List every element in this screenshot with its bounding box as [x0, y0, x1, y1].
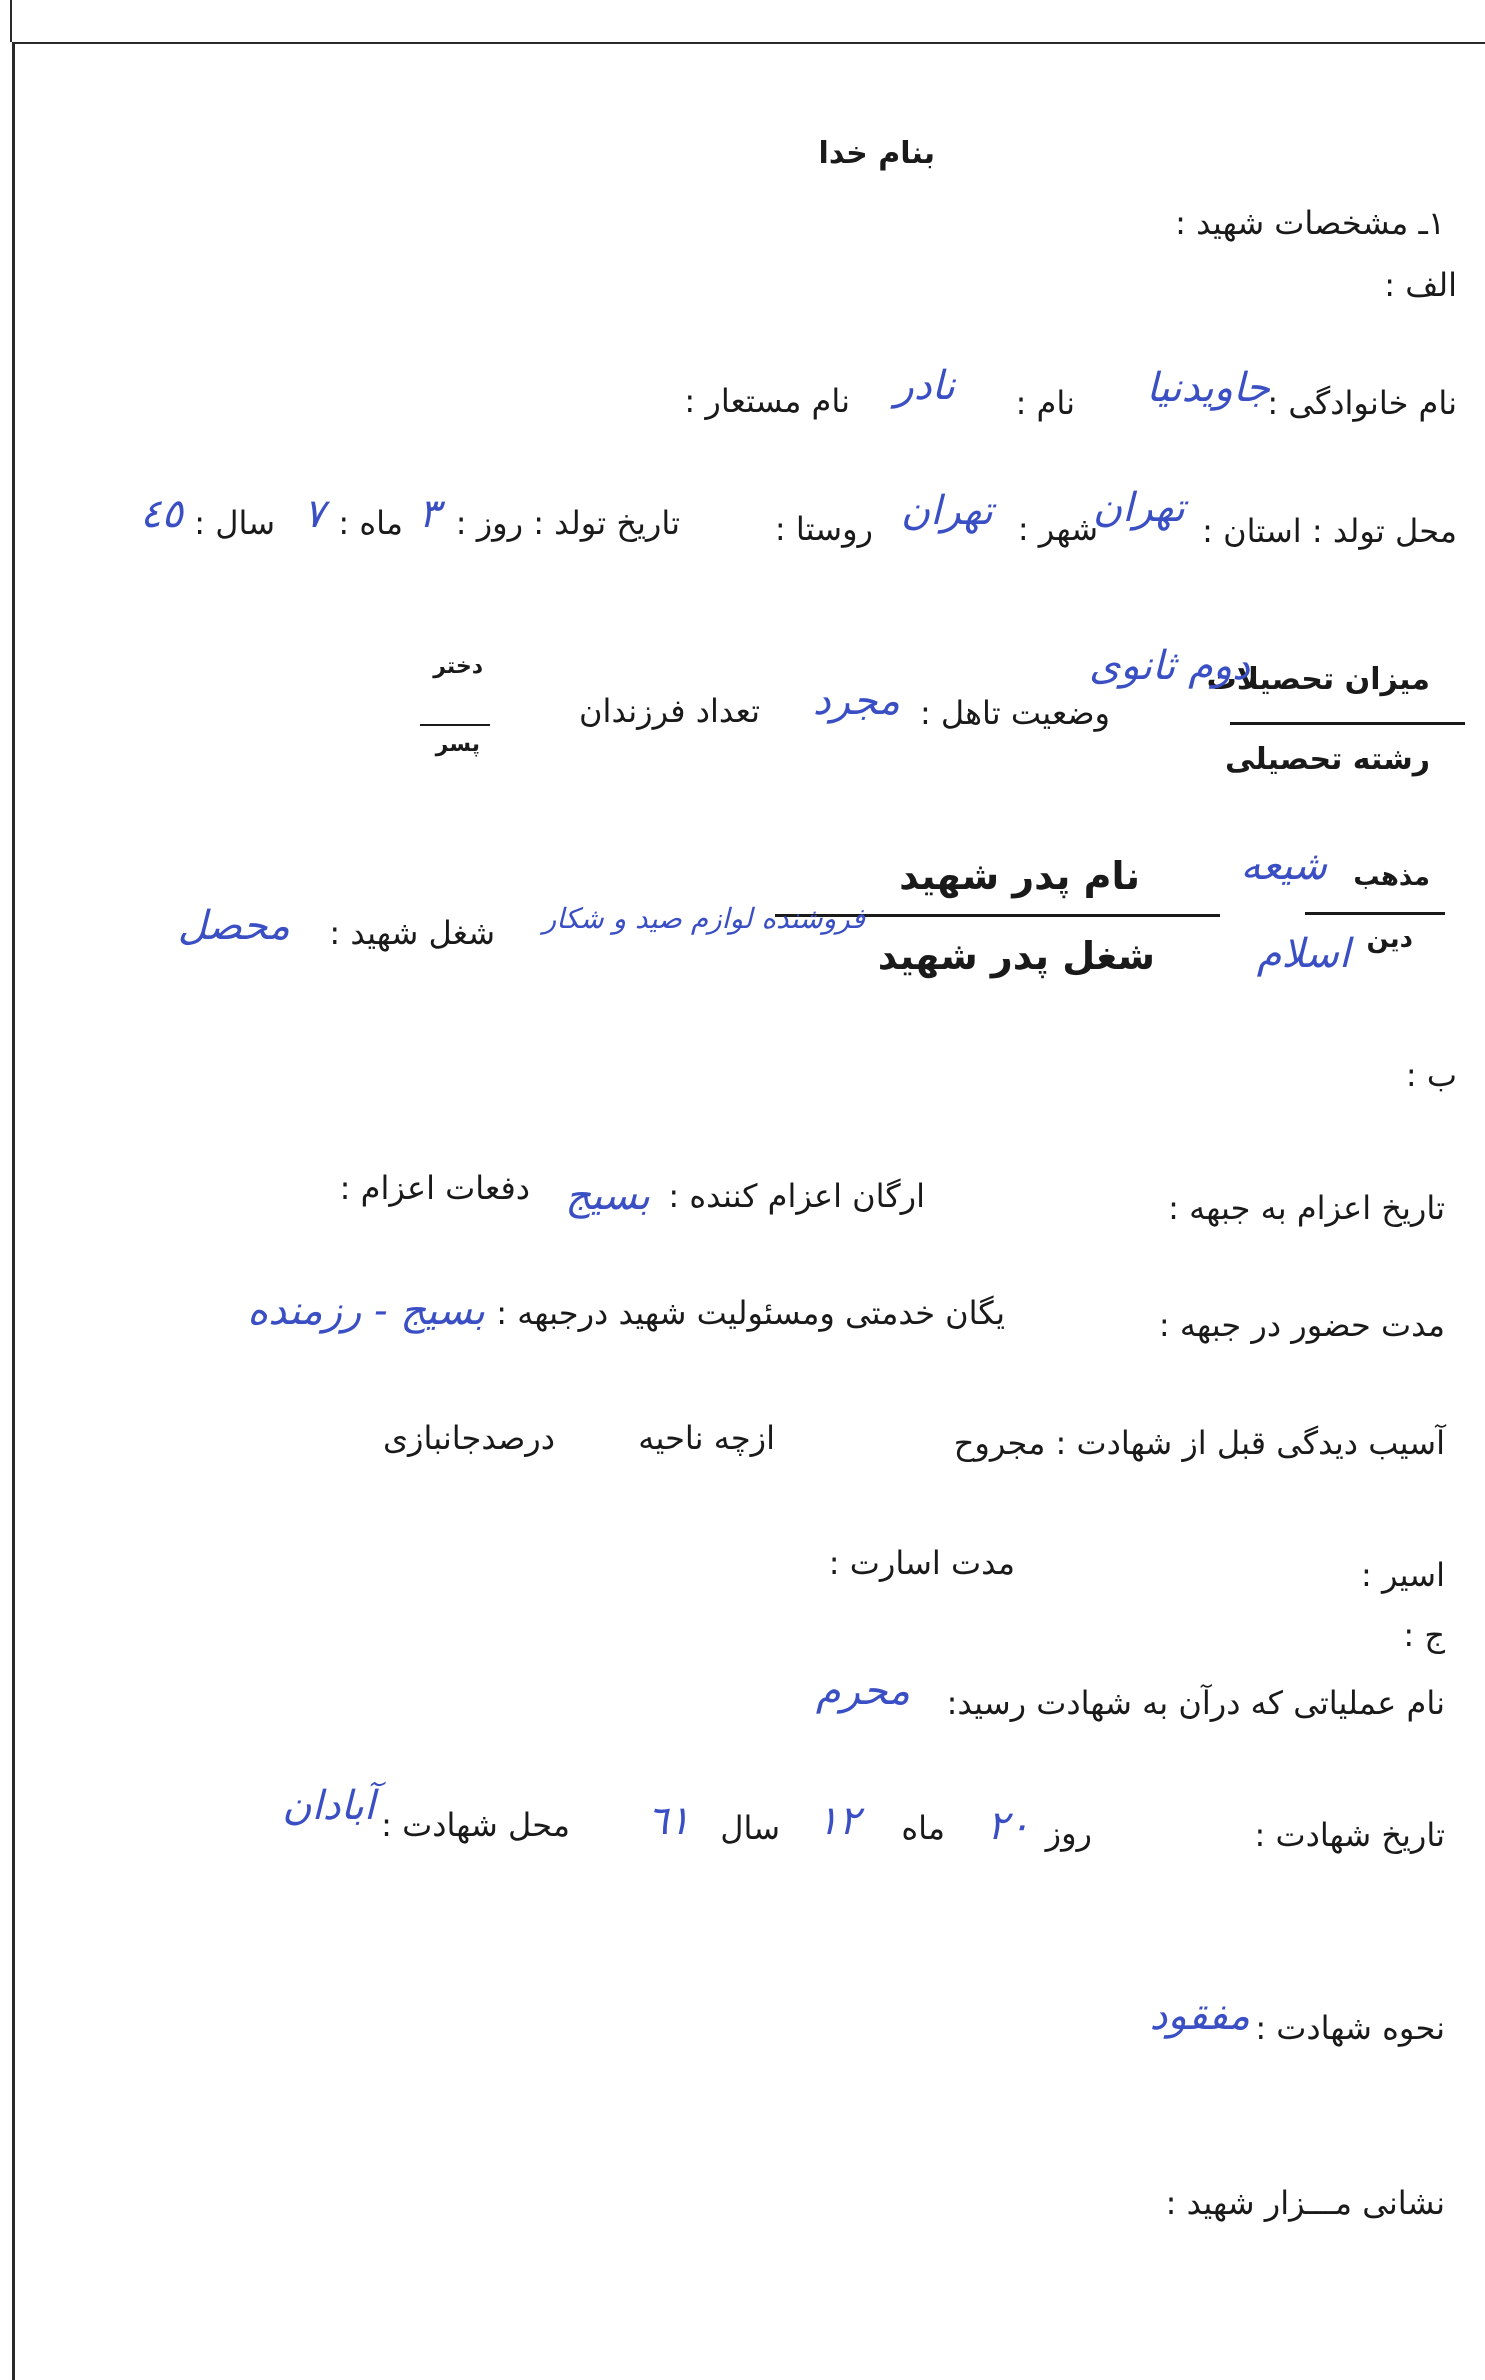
unit-responsibility-value: بسیج - رزمنده	[247, 1288, 485, 1334]
family-name-value: جاویدنیا	[1146, 365, 1270, 411]
martyr-job-label: شغل شهید :	[329, 914, 495, 952]
captivity-duration-label: مدت اسارت :	[828, 1544, 1015, 1582]
injury-label: آسیب دیدگی قبل از شهادت : مجروح	[953, 1424, 1445, 1462]
martyrdom-date-label: تاریخ شهادت :	[1254, 1816, 1445, 1854]
education-divider	[1230, 722, 1465, 725]
birth-day-value: ٣	[418, 491, 440, 537]
birth-month-value: ٧	[303, 491, 325, 537]
page-title: بنام خدا	[818, 136, 935, 171]
sect-value: شیعه	[1240, 843, 1327, 889]
pow-label: اسیر :	[1361, 1556, 1445, 1594]
page-edge	[0, 0, 12, 42]
martyrdom-year-value: ٦١	[647, 1798, 690, 1844]
marital-status-value: مجرد	[812, 678, 900, 724]
birth-place-label: محل تولد : استان :	[1202, 512, 1457, 550]
part-b-label: ب :	[1405, 1056, 1457, 1094]
martyr-job-value: محصل	[177, 903, 290, 949]
father-job-label: شغل پدر شهید	[877, 934, 1155, 978]
city-label: شهر :	[1017, 510, 1098, 548]
part-c-label: ج :	[1403, 1616, 1445, 1654]
martyrdom-month-label: ماه	[901, 1809, 945, 1847]
disability-percent-label: درصدجانبازی	[382, 1419, 555, 1457]
religion-value: اسلام	[1256, 931, 1350, 977]
city-value: تهران	[900, 488, 993, 534]
name-label: نام :	[1015, 384, 1075, 422]
martyrdom-year-label: سال	[720, 1809, 780, 1847]
father-job-value: فروشنده لوازم صید و شکار	[542, 902, 865, 935]
birth-year-label: سال :	[194, 504, 275, 542]
section-heading: ١ـ مشخصات شهید :	[1175, 204, 1445, 242]
operation-value: محرم	[815, 1668, 910, 1714]
birth-month-label: ماه :	[338, 504, 403, 542]
injury-area-label: ازچه ناحیه	[638, 1419, 775, 1457]
father-name-label: نام پدر شهید	[899, 854, 1140, 898]
field-of-study-label: رشته تحصیلی	[1225, 742, 1430, 777]
dispatch-org-label: ارگان اعزام کننده :	[668, 1177, 925, 1215]
operation-label: نام عملیاتی که درآن به شهادت رسید:	[946, 1684, 1445, 1722]
dispatch-count-label: دفعات اعزام :	[339, 1169, 530, 1207]
martyrdom-manner-label: نحوه شهادت :	[1255, 2009, 1445, 2047]
education-label: میزان تحصیلات	[1206, 662, 1430, 697]
alias-label: نام مستعار :	[684, 382, 850, 420]
birth-year-value: ٤٥	[140, 491, 183, 537]
dispatch-date-label: تاریخ اعزام به جبهه :	[1168, 1189, 1445, 1227]
martyr-info-form	[12, 42, 1485, 2380]
dispatch-org-value: بسیج	[565, 1173, 650, 1219]
martyrdom-manner-value: مفقود	[1149, 1993, 1250, 2039]
martyrdom-day-value: ٢٠	[987, 1803, 1030, 1849]
village-label: روستا :	[774, 510, 873, 548]
daughter-label: دختر	[433, 654, 483, 679]
children-count-label: تعداد فرزندان	[579, 692, 760, 730]
religion-label: دین	[1366, 924, 1413, 954]
martyrdom-place-label: محل شهادت :	[381, 1806, 570, 1844]
martyrdom-day-label: روز	[1045, 1814, 1092, 1852]
unit-responsibility-label: یگان خدمتی ومسئولیت شهید درجبهه :	[496, 1294, 1005, 1332]
son-label: پسر	[435, 732, 480, 757]
children-divider	[420, 724, 490, 726]
marital-status-label: وضعیت تاهل :	[919, 694, 1110, 732]
front-duration-label: مدت حضور در جبهه :	[1158, 1306, 1445, 1344]
name-value: نادر	[894, 363, 955, 409]
martyrdom-place-value: آبادان	[282, 1783, 375, 1829]
birth-date-label: تاریخ تولد : روز :	[455, 504, 680, 542]
martyrdom-month-value: ١٢	[817, 1798, 860, 1844]
province-value: تهران	[1092, 485, 1185, 531]
part-a-label: الف :	[1384, 266, 1457, 304]
sect-label: مذهب	[1353, 862, 1430, 892]
grave-address-label: نشانی مـــزار شهید :	[1165, 2184, 1445, 2222]
religion-divider	[1305, 912, 1445, 915]
education-value: دوم ثانوی	[1088, 643, 1250, 689]
family-name-label: نام خانوادگی :	[1267, 384, 1457, 422]
